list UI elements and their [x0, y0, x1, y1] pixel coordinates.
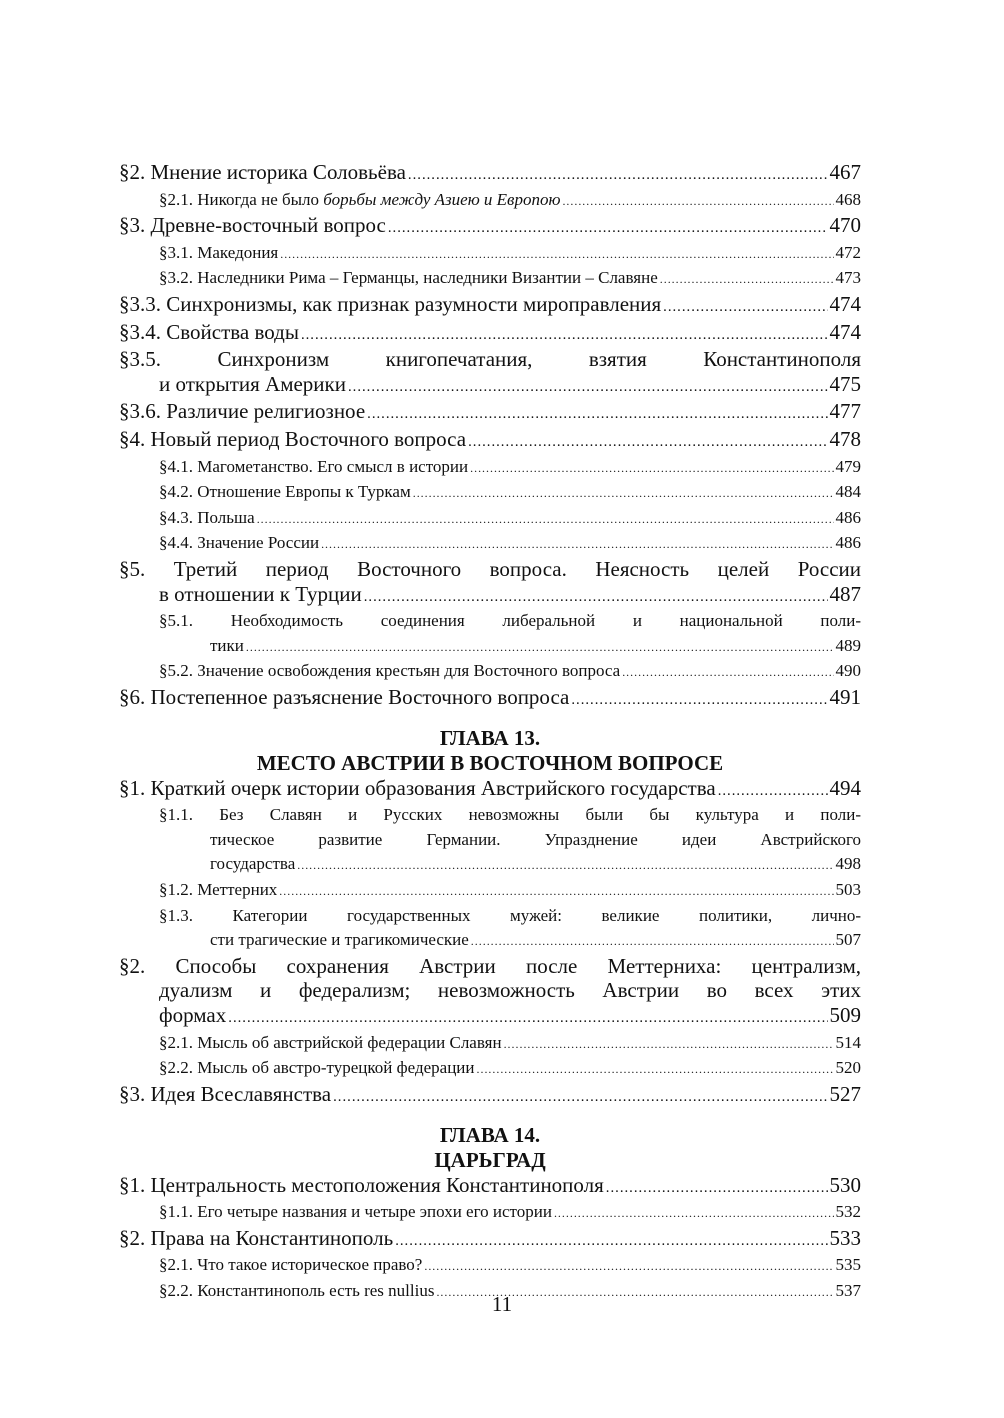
entry-number: §4.3.: [159, 507, 193, 527]
entry-number: §3.1.: [159, 242, 193, 262]
entry-title-continuation: в отношении к Турции: [159, 581, 362, 606]
entry-number: §2.1.: [159, 1255, 193, 1275]
entry-page: 520: [835, 1058, 861, 1078]
entry-number: §2.2.: [159, 1280, 193, 1300]
entry-title-continuation: тическое развитие Германии. Упразднение идеи Австрийского: [210, 829, 861, 849]
toc-entry: [119, 1226, 861, 1254]
toc-entry: [119, 878, 861, 904]
entry-number: §3.: [119, 1081, 146, 1106]
entry-title: Свойства воды: [166, 319, 299, 344]
entry-title-continuation: и открытия Америки: [159, 371, 346, 396]
entry-number: §5.: [119, 556, 146, 581]
entry-title: Краткий очерк истории образования Австрийского государства: [150, 775, 716, 800]
entry-title: Без Славян и Русских невозможны были бы культура и поли-: [219, 805, 861, 825]
dot-leader: [408, 160, 828, 188]
entry-number: §4.2.: [159, 482, 193, 502]
entry-title: Мнение историка Соловьёва: [150, 160, 406, 184]
entry-page: 490: [835, 661, 861, 681]
toc-entry: [119, 954, 861, 1031]
entry-page: 537: [835, 1280, 861, 1300]
entry-page: 503: [835, 880, 861, 900]
entry-page: 470: [829, 213, 861, 238]
toc-entry: [119, 266, 861, 292]
entry-title: Наследники Рима – Германцы, наследники Византии – Славяне: [197, 268, 658, 288]
entry-number: §5.1.: [159, 611, 193, 631]
entry-number: §2.: [119, 953, 146, 978]
dot-leader: [395, 1226, 827, 1254]
dot-leader: [367, 399, 827, 427]
entry-number: §2.2.: [159, 1058, 193, 1078]
entry-title: Магометанство. Его смысл в истории: [197, 456, 469, 476]
toc-entry: [119, 506, 861, 532]
entry-page: 478: [829, 426, 861, 451]
entry-page: 484: [835, 482, 861, 502]
entry-title-continuation: государства: [210, 854, 296, 874]
dot-leader: [571, 685, 827, 713]
entry-page: 486: [835, 533, 861, 553]
entry-title: Древне-восточный вопрос: [150, 213, 386, 238]
page-number: 11: [491, 1292, 513, 1316]
entry-title-continuation: тики: [210, 635, 244, 655]
entry-page: 530: [829, 1172, 861, 1197]
toc-entry: [119, 399, 861, 427]
dot-leader: [424, 1253, 833, 1279]
entry-page: 514: [835, 1032, 861, 1052]
dot-leader: [468, 427, 827, 455]
entry-number: §1.3.: [159, 905, 193, 925]
dot-leader: [660, 266, 834, 292]
entry-page: 477: [829, 399, 861, 424]
entry-number: §5.2.: [159, 661, 193, 681]
entry-number: §1.: [119, 1172, 146, 1197]
dot-leader: [279, 878, 833, 904]
entry-page: 494: [829, 775, 861, 800]
toc-entry: [119, 1173, 861, 1201]
entry-title: Что такое историческое право?: [197, 1255, 423, 1275]
chapter-title: МЕСТО АВСТРИИ В ВОСТОЧНОМ ВОПРОСЕ: [256, 751, 724, 776]
toc-entry: [119, 160, 861, 188]
entry-page: 479: [835, 456, 861, 476]
entry-number: §2.: [119, 1225, 146, 1250]
entry-page: 535: [835, 1255, 861, 1275]
dot-leader: [388, 213, 828, 241]
toc-entry: [119, 904, 861, 954]
entry-page: 473: [835, 268, 861, 288]
entry-title-line: [159, 904, 861, 929]
entry-title: Третий период Восточного вопроса. Неясность целей России: [173, 556, 861, 581]
entry-title: Польша: [197, 507, 255, 527]
entry-title-italic: борьбы между Азиею и Европою: [323, 189, 561, 209]
entry-title: Константинополь есть res nullius: [197, 1280, 435, 1300]
chapter-heading: [119, 726, 861, 775]
toc-entry: [119, 213, 861, 241]
toc-entry: [119, 776, 861, 804]
entry-title: Центральность местоположения Константинополя: [150, 1172, 604, 1197]
chapter-heading: [119, 1123, 861, 1172]
dot-leader: [554, 1200, 834, 1226]
entry-title: Меттерних: [197, 880, 278, 900]
toc-entry: [119, 455, 861, 481]
entry-page: 467: [829, 160, 861, 184]
entry-page: 486: [835, 507, 861, 527]
entry-number: §2.: [119, 160, 146, 184]
toc-entry: [119, 427, 861, 455]
entry-number: §3.3.: [119, 291, 161, 316]
entry-title: Никогда не было: [197, 189, 324, 209]
chapter-number: ГЛАВА 14.: [439, 1123, 541, 1148]
toc-entry: [119, 188, 861, 214]
toc-entry: [119, 659, 861, 685]
dot-leader: [622, 659, 833, 685]
entry-title-line: [119, 557, 861, 582]
entry-number: §4.1.: [159, 456, 193, 476]
dot-leader: [228, 1003, 827, 1031]
entry-number: §4.4.: [159, 533, 193, 553]
entry-page: 491: [829, 684, 861, 709]
entry-title: Права на Константинополь: [150, 1225, 394, 1250]
dot-leader: [471, 928, 834, 954]
entry-page: 472: [835, 242, 861, 262]
entry-number: §3.: [119, 213, 146, 238]
dot-leader: [413, 480, 834, 506]
dot-leader: [718, 776, 828, 804]
entry-title: Новый период Восточного вопроса: [150, 426, 467, 451]
toc-entry: [119, 480, 861, 506]
dot-leader: [333, 1082, 827, 1110]
entry-title: Способы сохранения Австрии после Меттерниха: централизм,: [175, 953, 862, 978]
dot-leader: [246, 634, 834, 660]
entry-title: Синхронизм книгопечатания, взятия Константинополя: [217, 347, 861, 372]
dot-leader: [321, 531, 833, 557]
entry-title: Отношение Европы к Туркам: [197, 482, 411, 502]
entry-title: Мысль об австро-турецкой федерации: [197, 1058, 475, 1078]
toc-entry: [119, 241, 861, 267]
toc-entry: [119, 609, 861, 659]
entry-page: 532: [835, 1202, 861, 1222]
dot-leader: [504, 1031, 834, 1057]
entry-title-line: [119, 954, 861, 979]
entry-page: 487: [829, 581, 861, 606]
entry-number: §3.6.: [119, 399, 161, 424]
toc-entry: [119, 557, 861, 609]
entry-number: §2.1.: [159, 189, 193, 209]
entry-title-continuation: формах: [159, 1003, 227, 1027]
toc-entry: [119, 1031, 861, 1057]
entry-number: §6.: [119, 684, 146, 709]
toc-entry: [119, 347, 861, 399]
entry-page: 527: [829, 1081, 861, 1106]
entry-page: 507: [835, 930, 861, 950]
entry-number: §1.1.: [159, 805, 193, 825]
entry-title: Категории государственных мужей: великие политики, лично-: [232, 905, 862, 925]
entry-number: §3.5.: [119, 347, 161, 372]
entry-page: 474: [829, 291, 861, 316]
entry-number: §3.4.: [119, 319, 161, 344]
entry-page: 489: [835, 635, 861, 655]
table-of-contents: [119, 160, 861, 1305]
entry-title: Мысль об австрийской федерации Славян: [197, 1032, 502, 1052]
entry-title-continuation: дуализм и федерализм; невозможность Австрии во всех этих: [159, 978, 861, 1003]
entry-title: Значение освобождения крестьян для Восточного вопроса: [197, 661, 621, 681]
entry-page: 474: [829, 319, 861, 344]
entry-page: 475: [829, 371, 861, 396]
entry-page: 533: [829, 1225, 861, 1250]
entry-title-line: [159, 803, 861, 828]
entry-number: §1.2.: [159, 880, 193, 900]
chapter-title: ЦАРЬГРАД: [434, 1147, 546, 1172]
chapter-number: ГЛАВА 13.: [439, 726, 541, 751]
entry-number: §1.1.: [159, 1202, 193, 1222]
entry-title: Необходимость соединения либеральной и национальной поли-: [230, 611, 861, 631]
toc-entry: [119, 1082, 861, 1110]
entry-number: §3.2.: [159, 268, 193, 288]
toc-entry: [119, 1200, 861, 1226]
entry-title: Македония: [197, 242, 279, 262]
toc-entry: [119, 1253, 861, 1279]
dot-leader: [606, 1173, 828, 1201]
entry-page: 509: [829, 1003, 861, 1027]
dot-leader: [301, 320, 828, 348]
toc-entry: [119, 320, 861, 348]
entry-title-continuation: сти трагические и трагикомические: [210, 930, 469, 950]
dot-leader: [663, 292, 827, 320]
dot-leader: [257, 506, 834, 532]
entry-number: §1.: [119, 775, 146, 800]
entry-title: Его четыре названия и четыре эпохи его истории: [197, 1202, 552, 1222]
entry-title-line: [159, 609, 861, 634]
entry-number: §4.: [119, 426, 146, 451]
dot-leader: [562, 188, 833, 214]
entry-title-line: [119, 347, 861, 372]
toc-entry: [119, 685, 861, 713]
entry-page: 498: [835, 854, 861, 874]
entry-title: Идея Всеславянства: [150, 1081, 332, 1106]
dot-leader: [364, 582, 828, 610]
dot-leader: [477, 1056, 834, 1082]
dot-leader: [297, 852, 833, 878]
entry-number: §2.1.: [159, 1032, 193, 1052]
dot-leader: [470, 455, 833, 481]
toc-entry: [119, 1056, 861, 1082]
entry-title: Постепенное разъяснение Восточного вопроса: [150, 684, 570, 709]
entry-title: Значение России: [197, 533, 320, 553]
dot-leader: [280, 241, 833, 267]
toc-entry: [119, 292, 861, 320]
entry-title: Различие религиозное: [166, 399, 366, 424]
toc-entry: [119, 803, 861, 878]
dot-leader: [348, 372, 828, 400]
entry-page: 468: [835, 189, 861, 209]
toc-entry: [119, 531, 861, 557]
entry-title: Синхронизмы, как признак разумности мироправления: [166, 291, 662, 316]
